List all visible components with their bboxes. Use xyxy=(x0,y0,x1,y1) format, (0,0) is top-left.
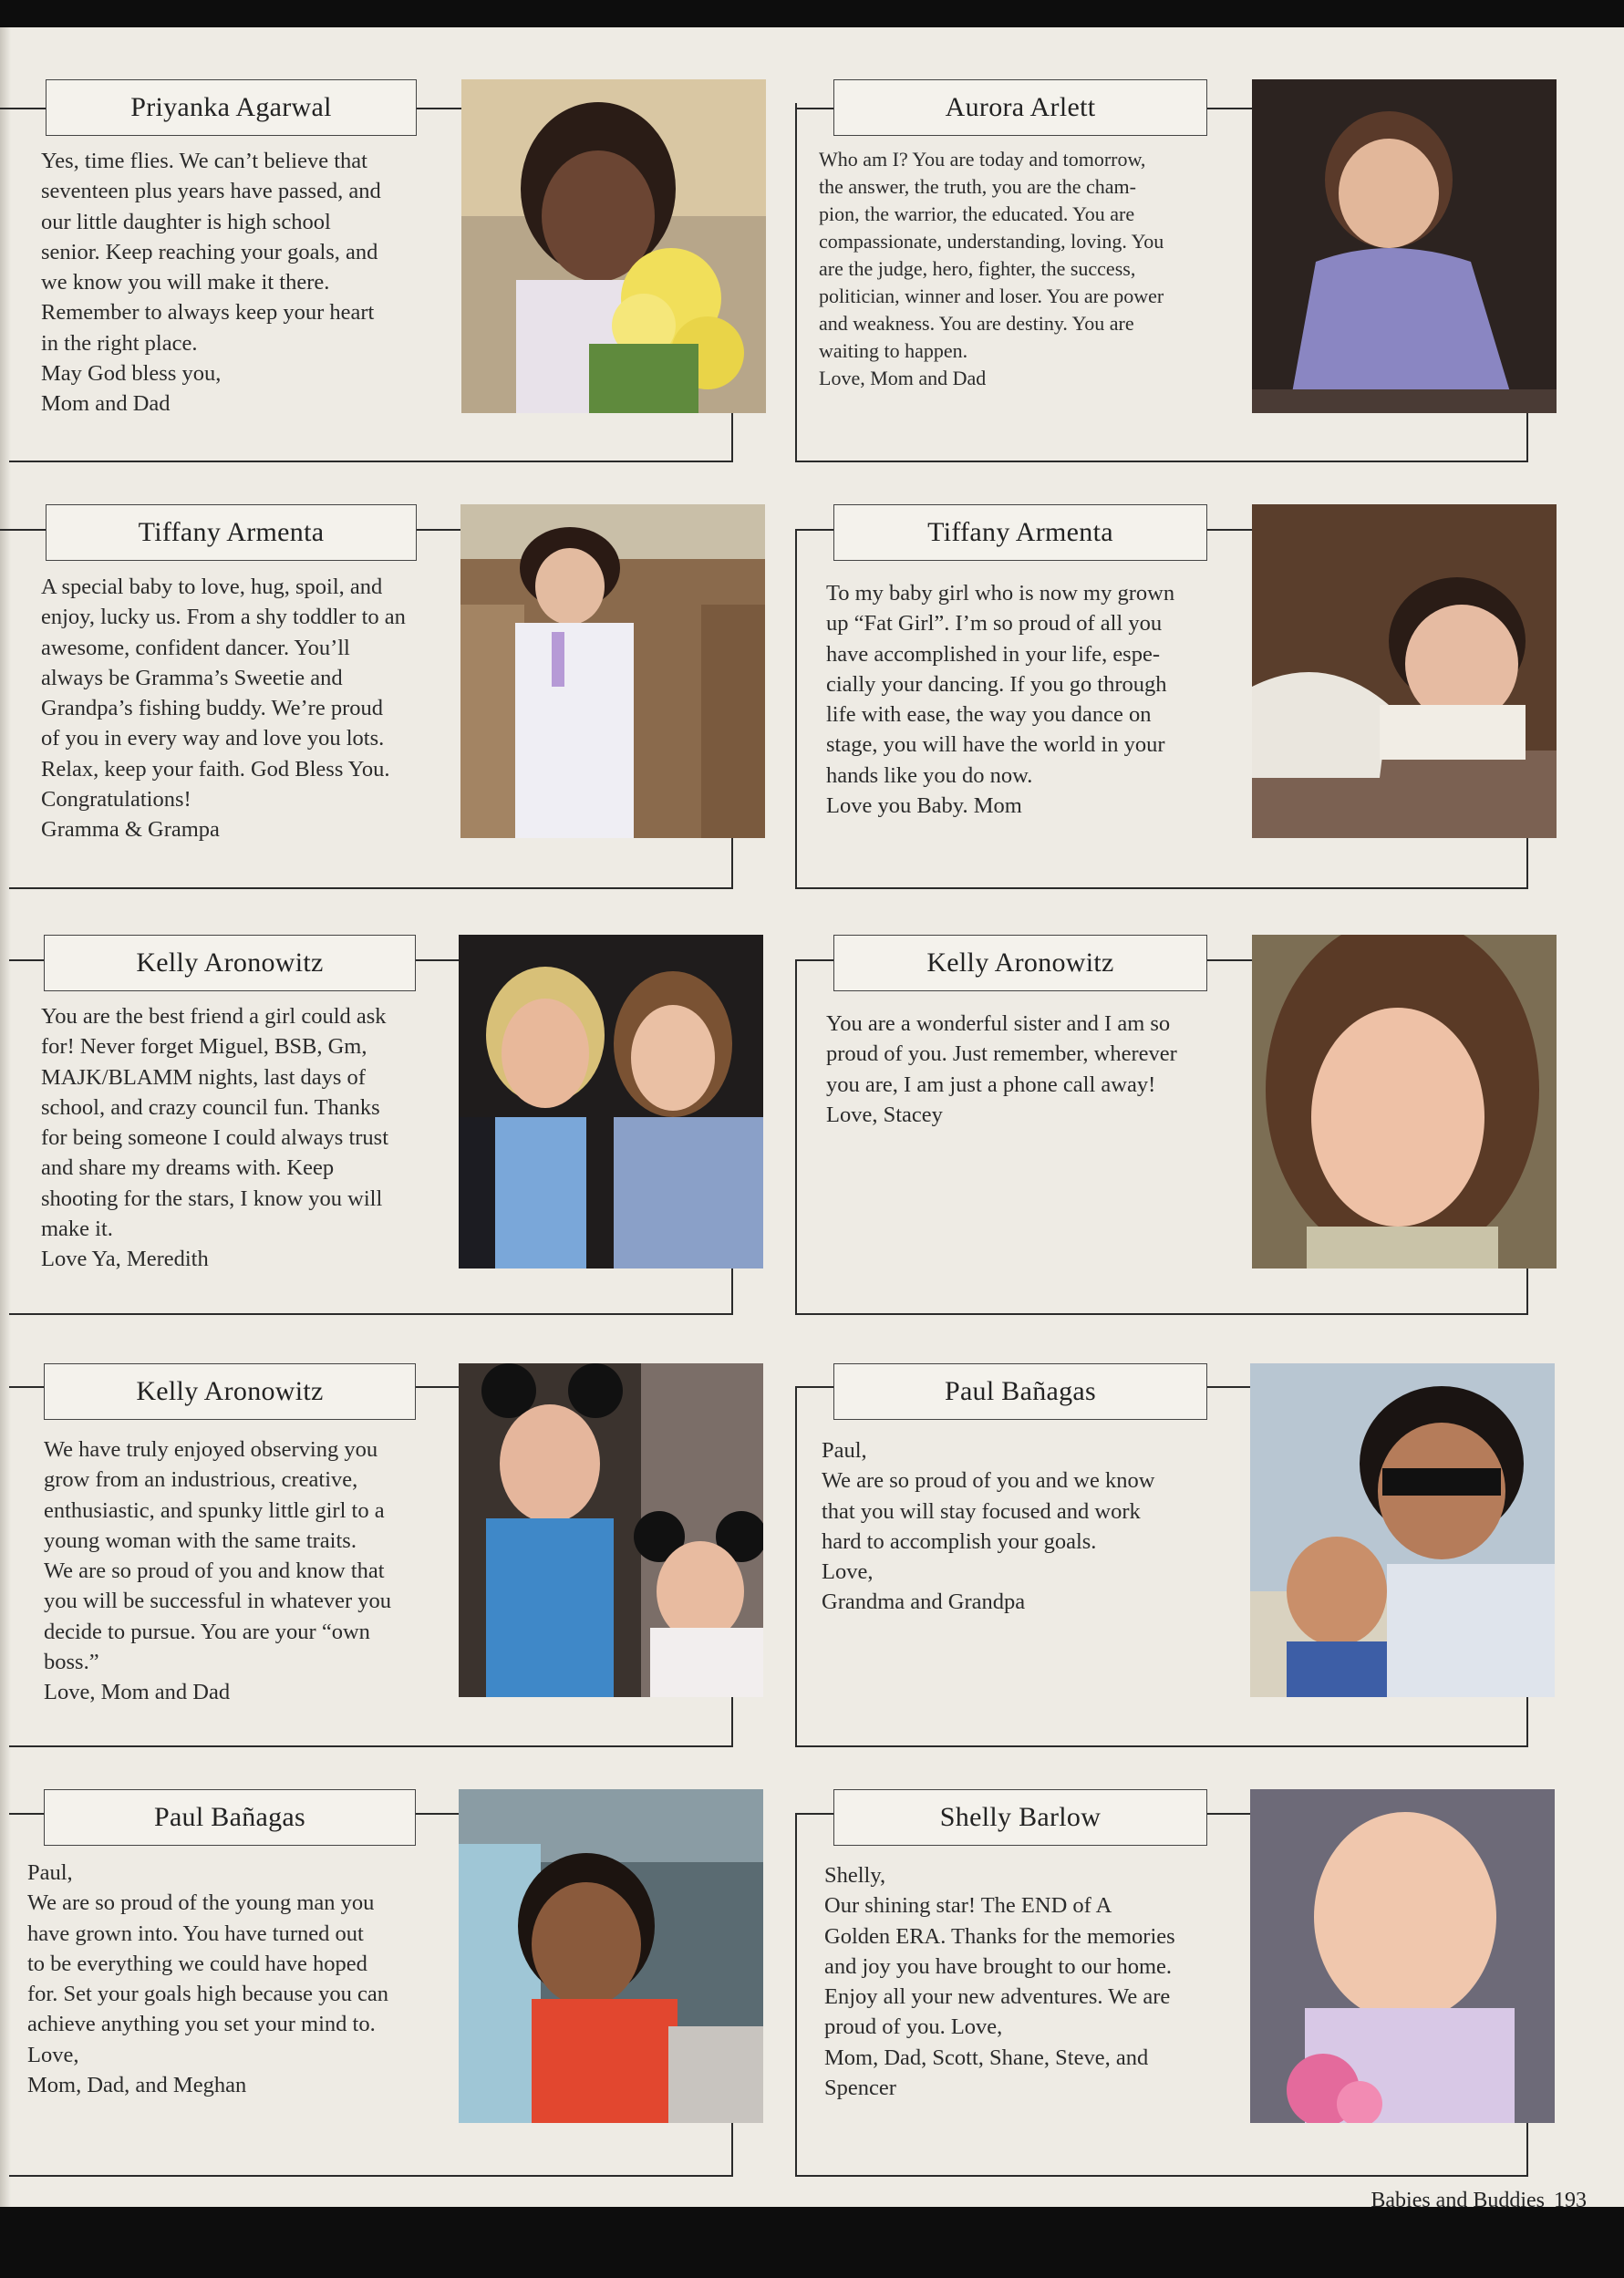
entry-photo xyxy=(460,504,765,838)
entry-message: Paul, We are so proud of the young man you have grown into. You have turned out to be everything we could have hoped for. Set your goals high because you can achieve anything you set your mind to. Love, Mom, Dad, and Meghan xyxy=(27,1860,388,2098)
divider xyxy=(415,529,462,531)
entry-photo xyxy=(1252,79,1557,413)
entry-message: Paul, We are so proud of you and we know that you will stay focused and work hard to accomplish your goals. Love, Grandma and Grandpa xyxy=(822,1438,1155,1615)
entry-name: Kelly Aronowitz xyxy=(44,935,416,991)
toddler-in-lavender-dress-photo xyxy=(1252,79,1557,413)
toddler-on-armchair-photo xyxy=(460,504,765,838)
entry-message: You are the best friend a girl could ask for! Never forget Miguel, BSB, Gm, MAJK/BLAMM nights, last days of school, and crazy council fun. Thanks for being someone I could always trust and share my dreams with. Keep shooting for the stars, I know you will make it. Love Ya, Meredith xyxy=(41,1004,389,1272)
entry-message: You are a wonderful sister and I am so proud of you. Just remember, wherever you are, I am just a phone call away! Love, Stacey xyxy=(826,1011,1177,1127)
divider xyxy=(1205,959,1253,961)
entry-photo xyxy=(1250,1789,1555,2123)
divider xyxy=(795,1386,833,1388)
yearbook-page xyxy=(0,27,1624,2212)
divider xyxy=(795,108,833,109)
entry-name: Paul Bañagas xyxy=(44,1789,416,1846)
smiling-baby-purple-bow-photo xyxy=(1250,1789,1555,2123)
little-girl-portrait-photo xyxy=(1252,935,1557,1268)
entry-message: Shelly, Our shining star! The END of A Golden ERA. Thanks for the memories and joy you have brought to our home. Enjoy all your new adventures. We are proud of you. Love, Mom, Dad, Scott, Shane, Steve, and Spencer xyxy=(824,1863,1175,2101)
entry-message: Who am I? You are today and tomorrow, the answer, the truth, you are the cham- pion, the warrior, the educated. You are compassionate, understanding, loving. You are the judge, hero, fighter, the success, politician, winner and loser. You are power and weakness. You are destiny. You are waiting to happen. Love, Mom and Dad xyxy=(819,148,1164,389)
footer-section-title: Babies and Buddies xyxy=(1371,2189,1545,2212)
divider xyxy=(1205,1813,1253,1815)
baby-lying-down-photo xyxy=(1252,504,1557,838)
divider xyxy=(9,1813,46,1815)
entry-message: We have truly enjoyed observing you grow from an industrious, creative, enthusiastic, and spunky little girl to a young woman with the same traits. We are so proud of you and know that you will be successful in whatever you decide to pursue. You are your “own boss.” Love, Mom and Dad xyxy=(44,1437,392,1705)
divider xyxy=(1205,529,1253,531)
entry-photo xyxy=(459,935,763,1268)
entry-photo xyxy=(1252,935,1557,1268)
divider xyxy=(795,959,833,961)
divider xyxy=(415,1813,462,1815)
entry-name: Paul Bañagas xyxy=(833,1363,1207,1420)
girl-holding-yellow-flowers-photo xyxy=(461,79,766,413)
entry-name: Shelly Barlow xyxy=(833,1789,1207,1846)
page-footer xyxy=(1361,2189,1587,2213)
two-girls-mouse-ears-photo xyxy=(459,1363,763,1697)
divider xyxy=(795,1813,833,1815)
entry-name: Priyanka Agarwal xyxy=(46,79,417,136)
entry-name: Kelly Aronowitz xyxy=(833,935,1207,991)
divider xyxy=(0,108,46,109)
divider xyxy=(415,108,462,109)
divider xyxy=(1205,1386,1253,1388)
entry-name: Kelly Aronowitz xyxy=(44,1363,416,1420)
divider xyxy=(415,959,462,961)
page-number: 193 xyxy=(1554,2189,1587,2212)
entry-name: Aurora Arlett xyxy=(833,79,1207,136)
entry-name: Tiffany Armenta xyxy=(833,504,1207,561)
divider xyxy=(9,1386,46,1388)
entry-photo xyxy=(459,1789,763,2123)
entry-photo xyxy=(459,1363,763,1697)
entry-message: A special baby to love, hug, spoil, and enjoy, lucky us. From a shy toddler to an awesome, confident dancer. You’ll always be Gramma’s Sweetie and Grandpa’s fishing buddy. We’re proud of you in every way and love you lots. Relax, keep your faith. God Bless You. Congratulations! Gramma & Grampa xyxy=(41,575,406,843)
divider xyxy=(795,529,833,531)
entry-photo xyxy=(1252,504,1557,838)
smiling-boy-red-shirt-photo xyxy=(459,1789,763,2123)
entry-photo xyxy=(1250,1363,1555,1697)
divider xyxy=(9,959,46,961)
divider xyxy=(1205,108,1253,109)
two-friends-smiling-photo xyxy=(459,935,763,1268)
boy-with-grandpa-photo xyxy=(1250,1363,1555,1697)
entry-message: To my baby girl who is now my grown up “Fat Girl”. I’m so proud of all you have accomplished in your life, espe- cially your dancing. If you go through life with ease, the way you dance on stage, you will have the world in your hands like you do now. Love you Baby. Mom xyxy=(826,581,1175,819)
entry-name: Tiffany Armenta xyxy=(46,504,417,561)
entry-photo xyxy=(461,79,766,413)
divider xyxy=(415,1386,462,1388)
divider xyxy=(0,529,46,531)
entry-message: Yes, time flies. We can’t believe that seventeen plus years have passed, and our little daughter is high school senior. Keep reaching your goals, and we know you will make it there. Remember to always keep your heart in the right place. May God bless you, Mom and Dad xyxy=(41,149,381,417)
